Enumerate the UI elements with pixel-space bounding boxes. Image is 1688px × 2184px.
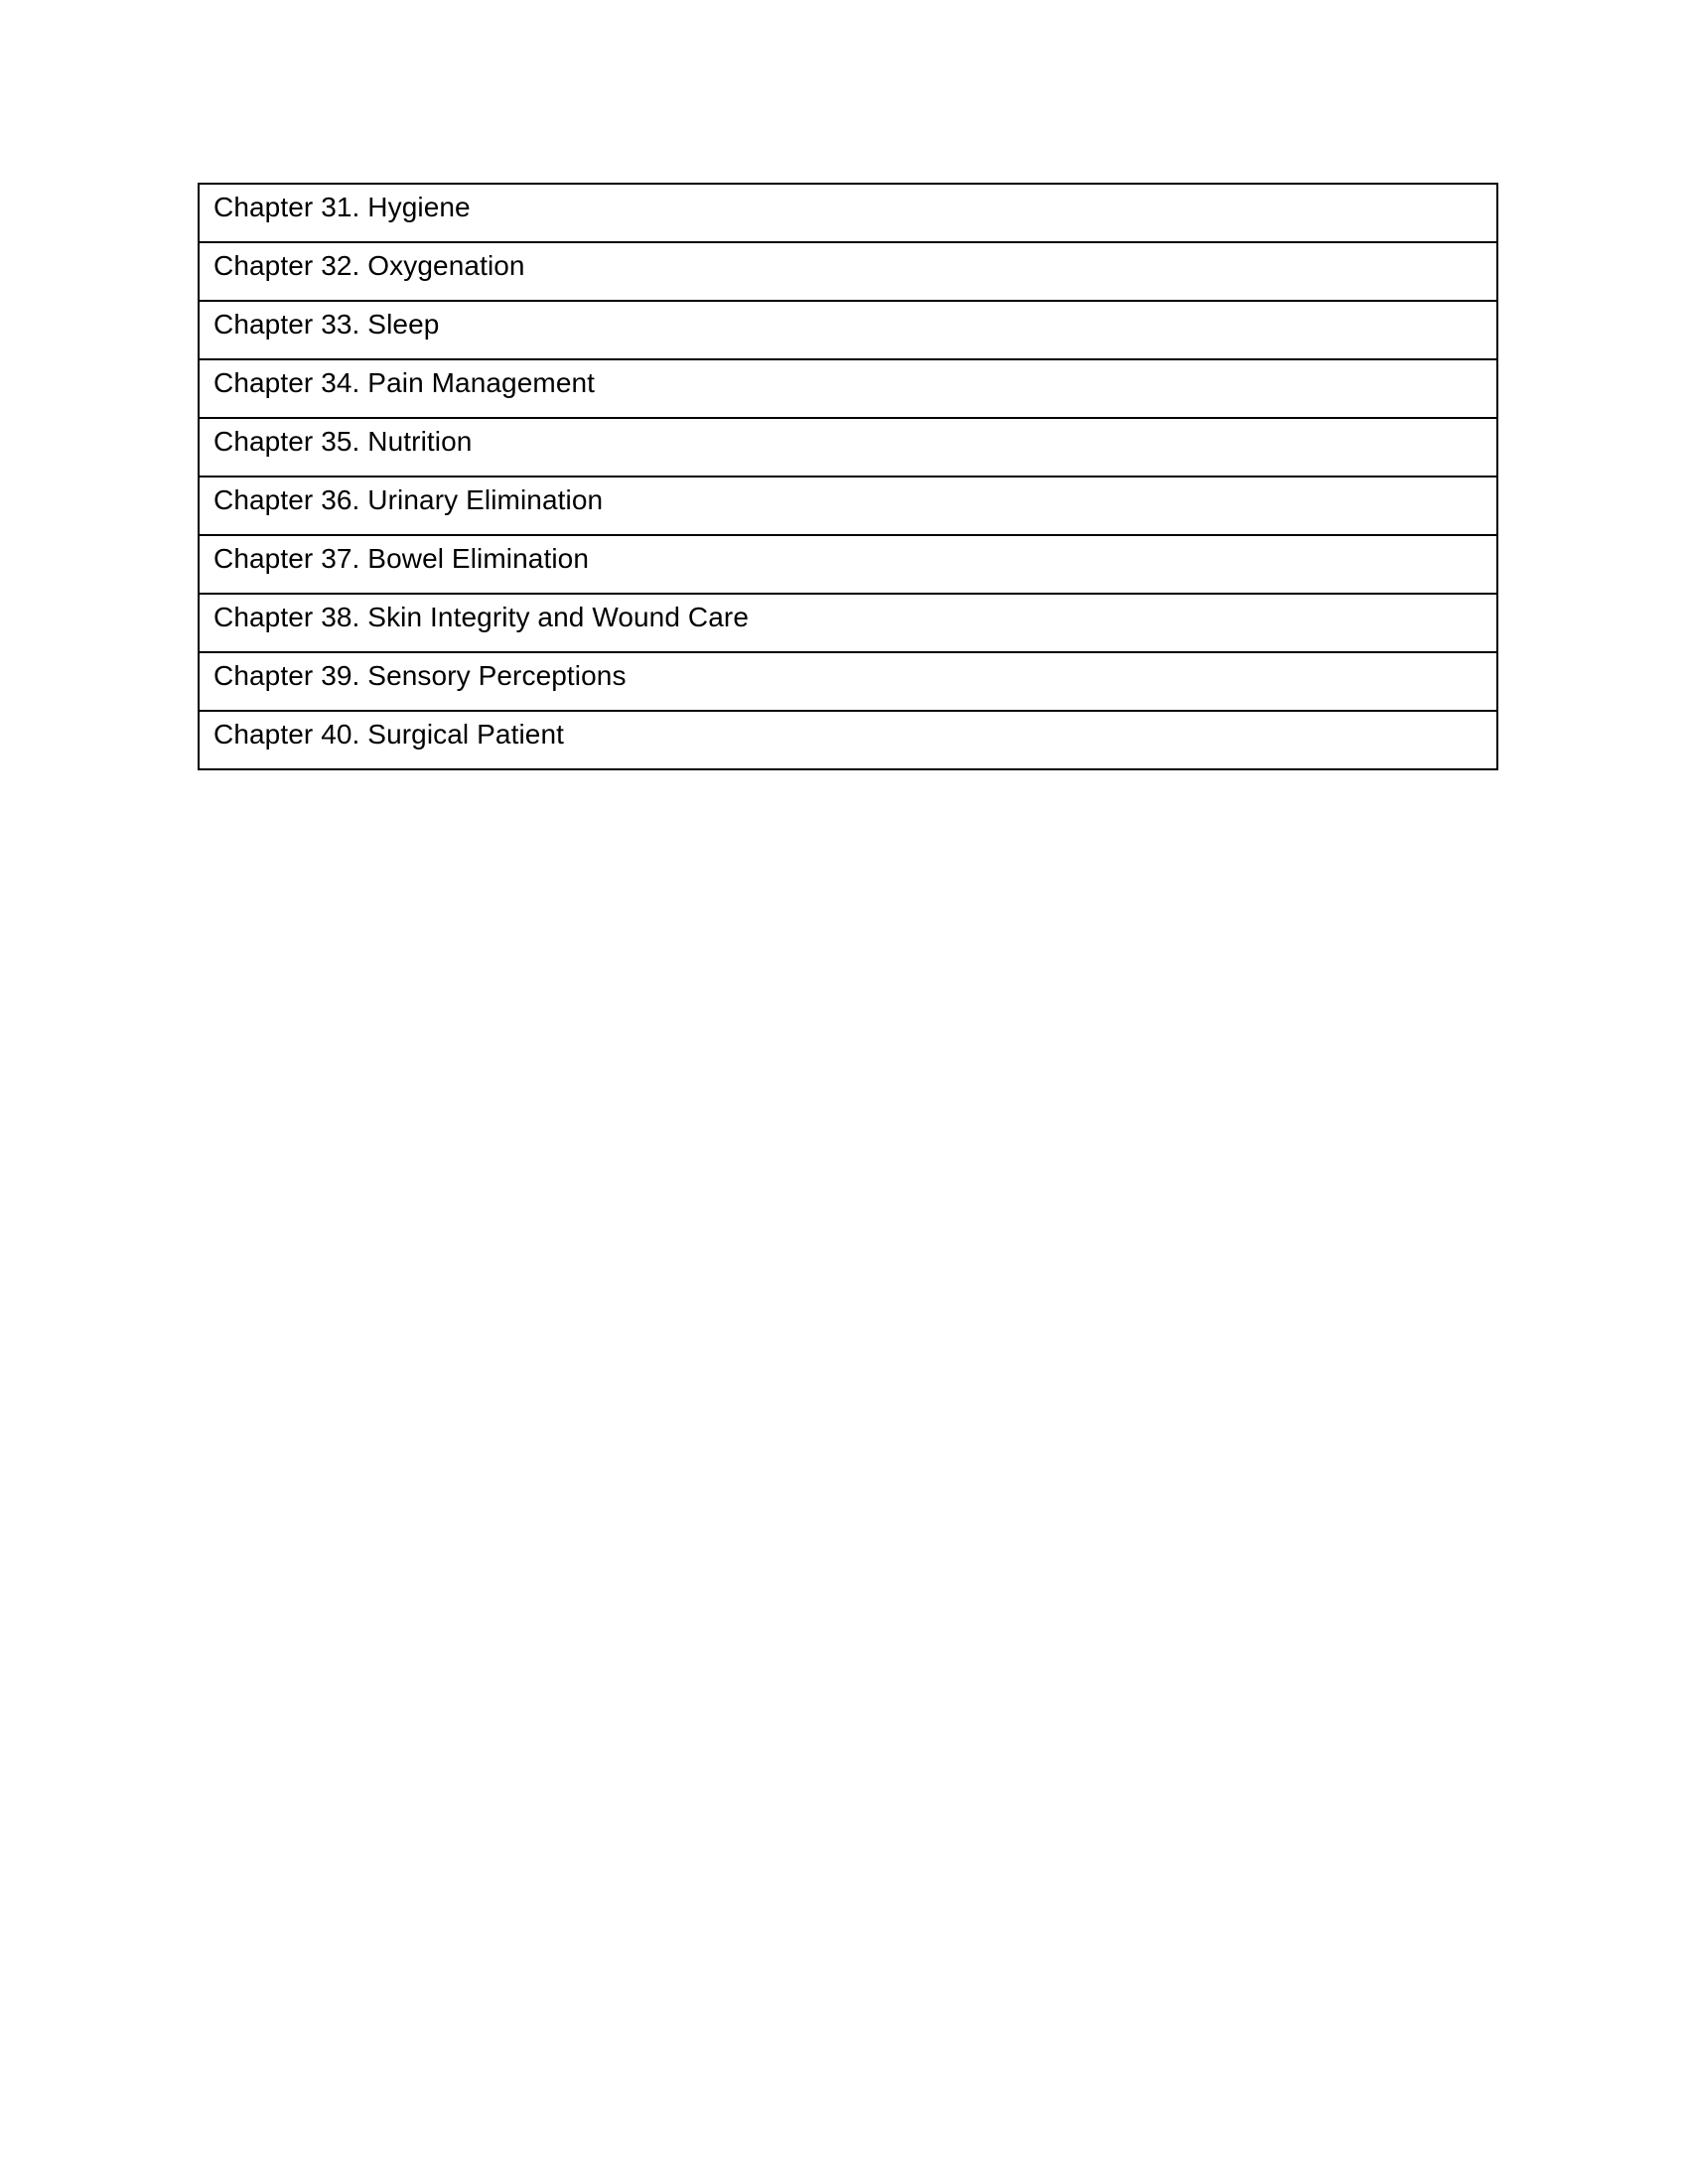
chapter-label: Chapter 32. Oxygenation — [213, 250, 525, 281]
table-row — [199, 242, 1497, 301]
table-row — [199, 477, 1497, 535]
chapter-cell — [199, 477, 1497, 535]
chapter-label: Chapter 33. Sleep — [213, 309, 440, 340]
chapter-label: Chapter 35. Nutrition — [213, 426, 473, 457]
table-row — [199, 418, 1497, 477]
chapter-label: Chapter 37. Bowel Elimination — [213, 543, 589, 574]
chapter-cell — [199, 652, 1497, 711]
chapter-label: Chapter 39. Sensory Perceptions — [213, 660, 627, 691]
chapter-cell — [199, 359, 1497, 418]
chapter-cell — [199, 594, 1497, 652]
chapter-cell — [199, 711, 1497, 769]
chapter-list-body — [199, 184, 1497, 769]
table-row — [199, 184, 1497, 242]
chapter-cell — [199, 301, 1497, 359]
chapter-list-table — [198, 183, 1498, 770]
table-row — [199, 301, 1497, 359]
chapter-label: Chapter 34. Pain Management — [213, 367, 596, 398]
table-row — [199, 652, 1497, 711]
chapter-cell — [199, 418, 1497, 477]
table-row — [199, 711, 1497, 769]
chapter-cell — [199, 242, 1497, 301]
chapter-label: Chapter 40. Surgical Patient — [213, 719, 565, 750]
chapter-cell — [199, 535, 1497, 594]
table-row — [199, 535, 1497, 594]
chapter-label: Chapter 38. Skin Integrity and Wound Care — [213, 602, 749, 632]
table-row — [199, 594, 1497, 652]
chapter-label: Chapter 31. Hygiene — [213, 192, 471, 222]
table-row — [199, 359, 1497, 418]
chapter-cell — [199, 184, 1497, 242]
chapter-label: Chapter 36. Urinary Elimination — [213, 484, 604, 515]
